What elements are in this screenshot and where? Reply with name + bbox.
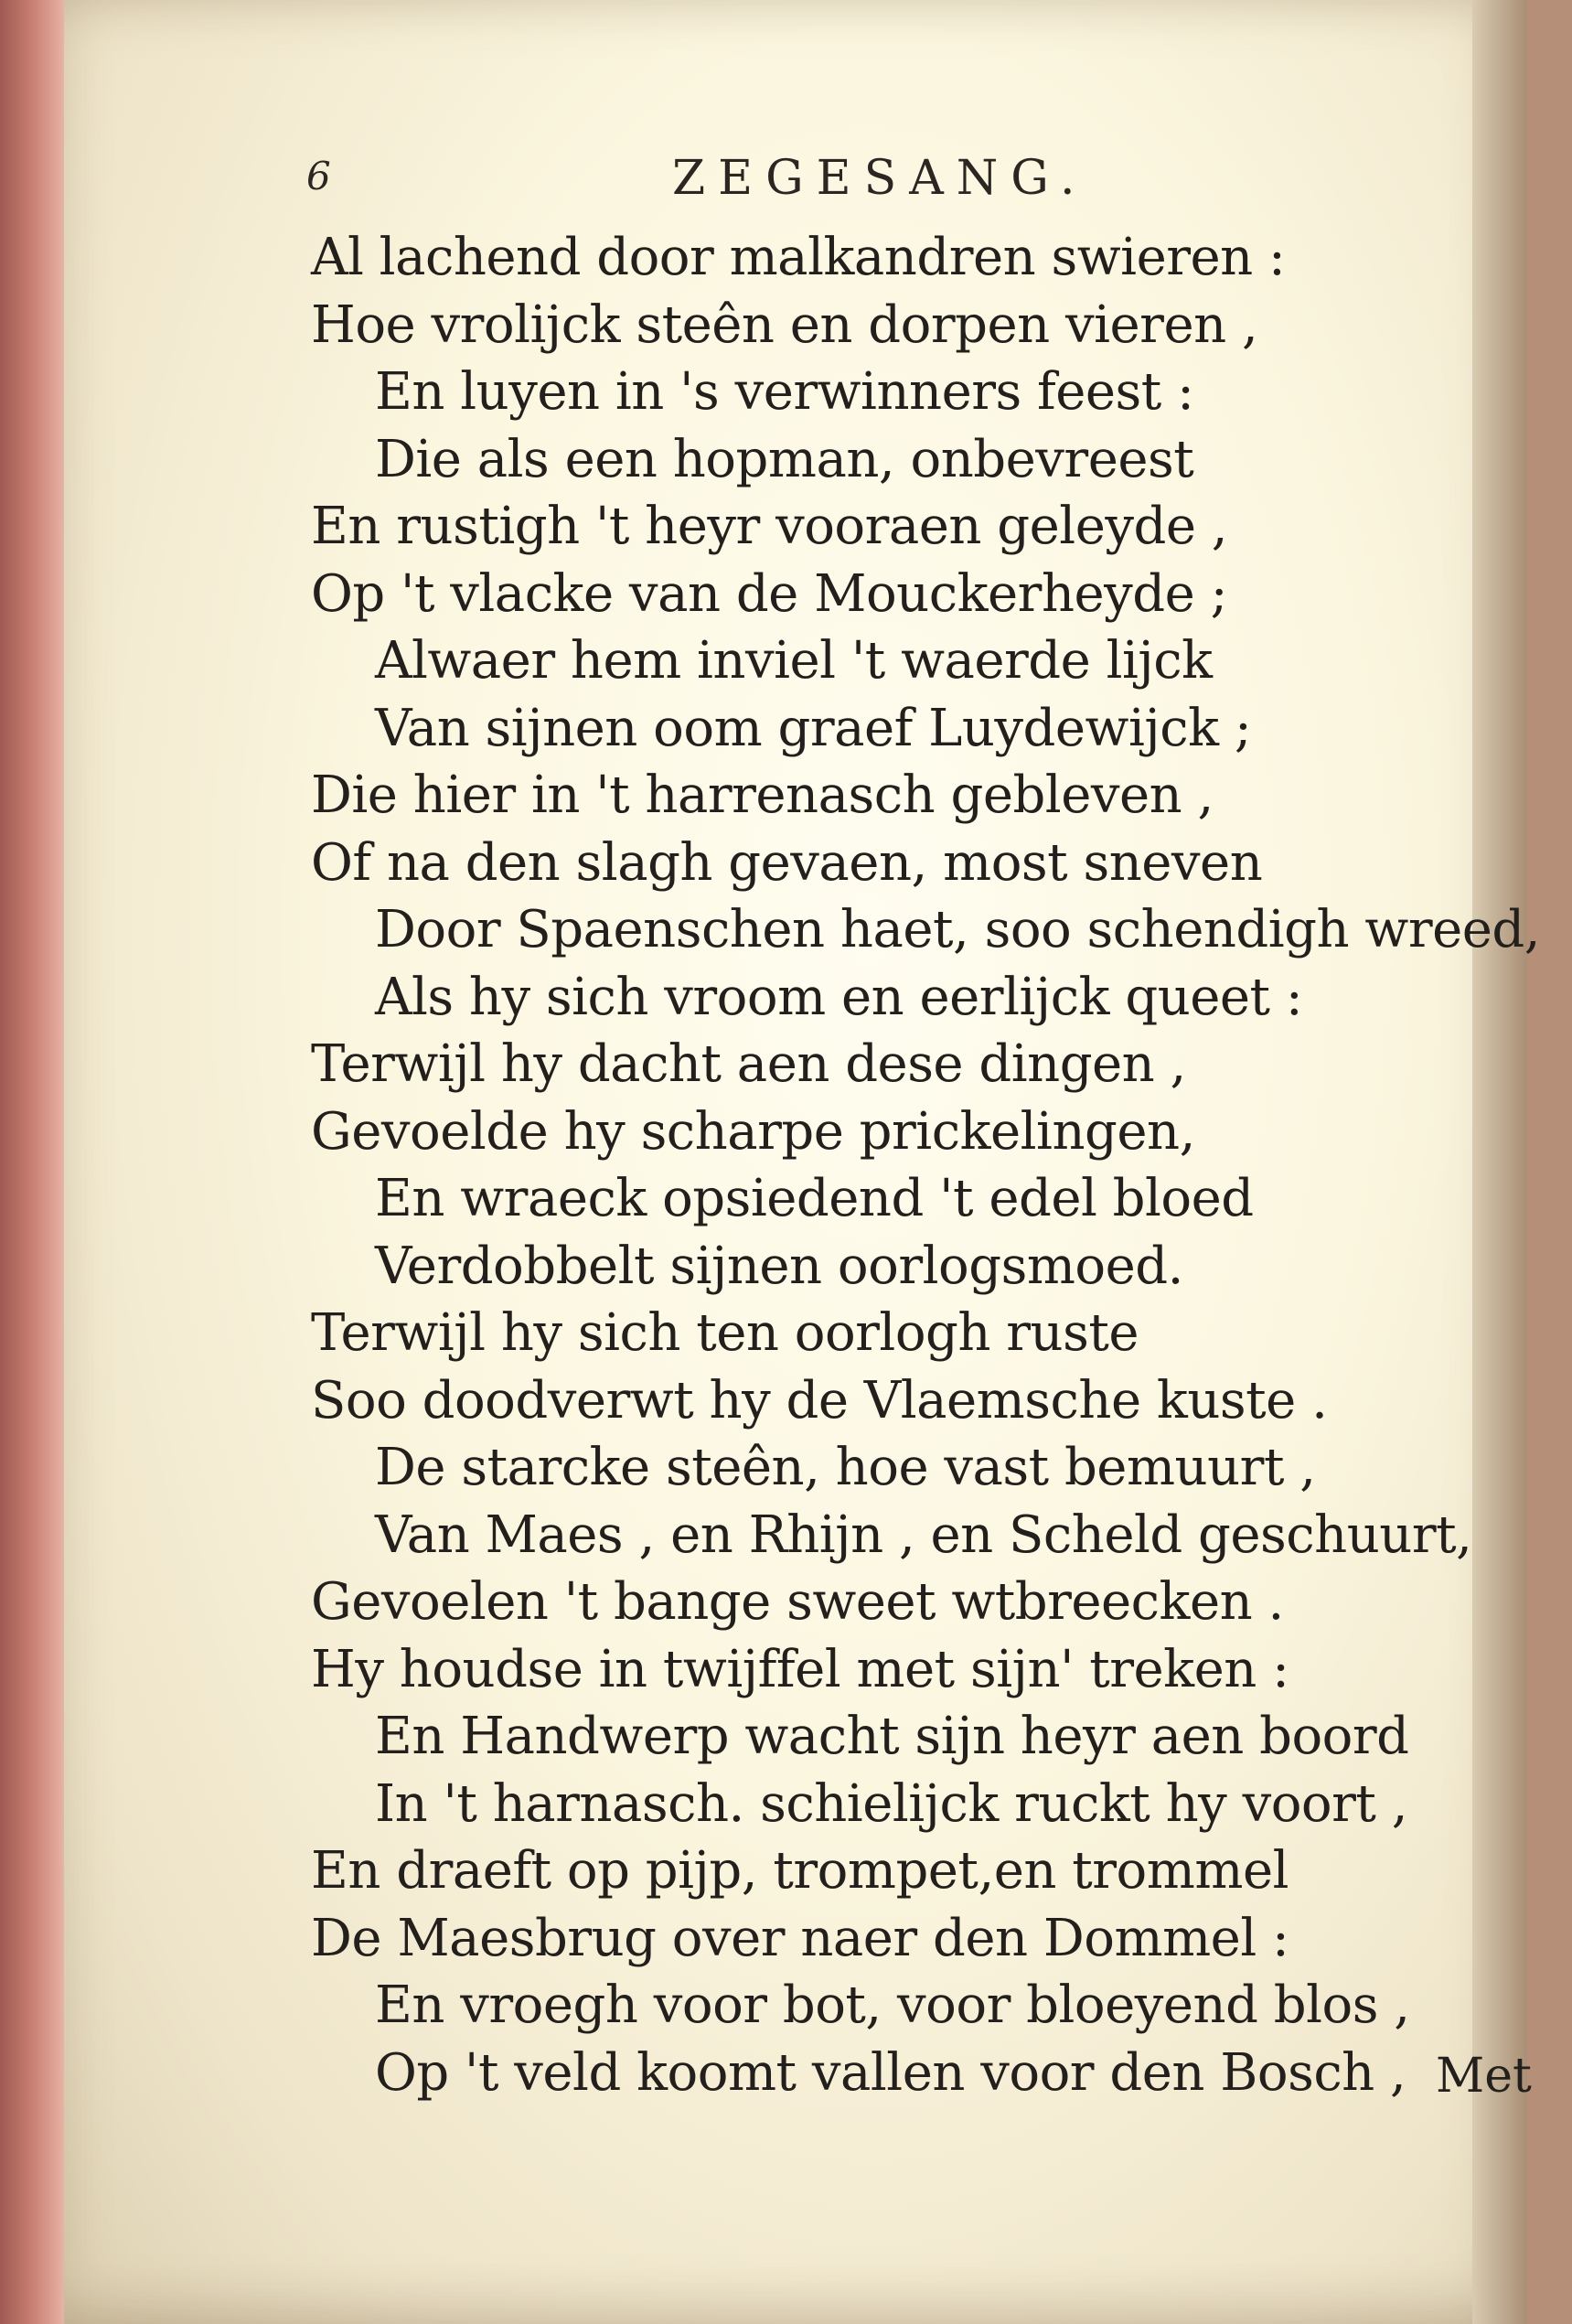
verse-line: De starcke steên, hoe vast bemuurt , bbox=[375, 1438, 1316, 1497]
verse-line: Terwijl hy dacht aen dese dingen , bbox=[311, 1034, 1186, 1094]
catchword: Met bbox=[1436, 2049, 1532, 2104]
verse-line: Soo doodverwt hy de Vlaemsche kuste . bbox=[311, 1370, 1328, 1430]
verse-text bbox=[311, 224, 1541, 2106]
verse-line: Door Spaenschen haet, soo schendigh wreed, bbox=[375, 900, 1541, 959]
verse-line: En Handwerp wacht sijn heyr aen boord bbox=[375, 1707, 1409, 1766]
verse-line: Alwaer hem inviel 't waerde lijck bbox=[375, 631, 1213, 691]
verse-line: In 't harnasch. schielijck ruckt hy voort , bbox=[375, 1773, 1408, 1834]
verse-line: Of na den slagh gevaen, most sneven bbox=[311, 832, 1263, 893]
verse-line: Gevoelen 't bange sweet wtbreecken . bbox=[311, 1572, 1284, 1632]
verse-line: Al lachend door malkandren swieren : bbox=[311, 228, 1286, 287]
verse-line: Gevoelde hy scharpe prickelingen, bbox=[311, 1101, 1195, 1162]
verse-line: En draeft op pijp, trompet,en trommel bbox=[311, 1841, 1289, 1901]
verse-line: En rustigh 't heyr vooraen geleyde , bbox=[311, 497, 1228, 556]
verse-line: Op 't vlacke van de Mouckerheyde ; bbox=[311, 563, 1227, 624]
verse-line: Die hier in 't harrenasch gebleven , bbox=[311, 766, 1214, 825]
verse-line: Van Maes , en Rhijn , en Scheld geschuurt, bbox=[375, 1505, 1472, 1565]
verse-line: Hoe vrolijck steên en dorpen vieren , bbox=[311, 295, 1258, 355]
verse-line: Verdobbelt sijnen oorlogsmoed. bbox=[375, 1236, 1183, 1296]
verse-line: Hy houdse in twijffel met sijn' treken : bbox=[311, 1639, 1289, 1699]
page-number: 6 bbox=[306, 154, 331, 198]
verse-line: Die als een hopman, onbevreest bbox=[375, 429, 1194, 489]
verse-line: Van sijnen oom graef Luydewijck ; bbox=[375, 698, 1252, 758]
verse-line: Terwijl hy sich ten oorlogh ruste bbox=[311, 1303, 1139, 1363]
verse-line: En vroegh voor bot, voor bloeyend blos , bbox=[375, 1976, 1410, 2035]
verse-line: En wraeck opsiedend 't edel bloed bbox=[375, 1169, 1254, 1228]
running-head: ZEGESANG. bbox=[672, 151, 1088, 206]
verse-line: Als hy sich vroom en eerlijck queet : bbox=[375, 967, 1303, 1027]
verse-line: En luyen in 's verwinners feest : bbox=[375, 362, 1194, 422]
verse-line: De Maesbrug over naer den Dommel : bbox=[311, 1908, 1289, 1968]
verse-line: Op 't veld koomt vallen voor den Bosch , bbox=[375, 2042, 1406, 2103]
